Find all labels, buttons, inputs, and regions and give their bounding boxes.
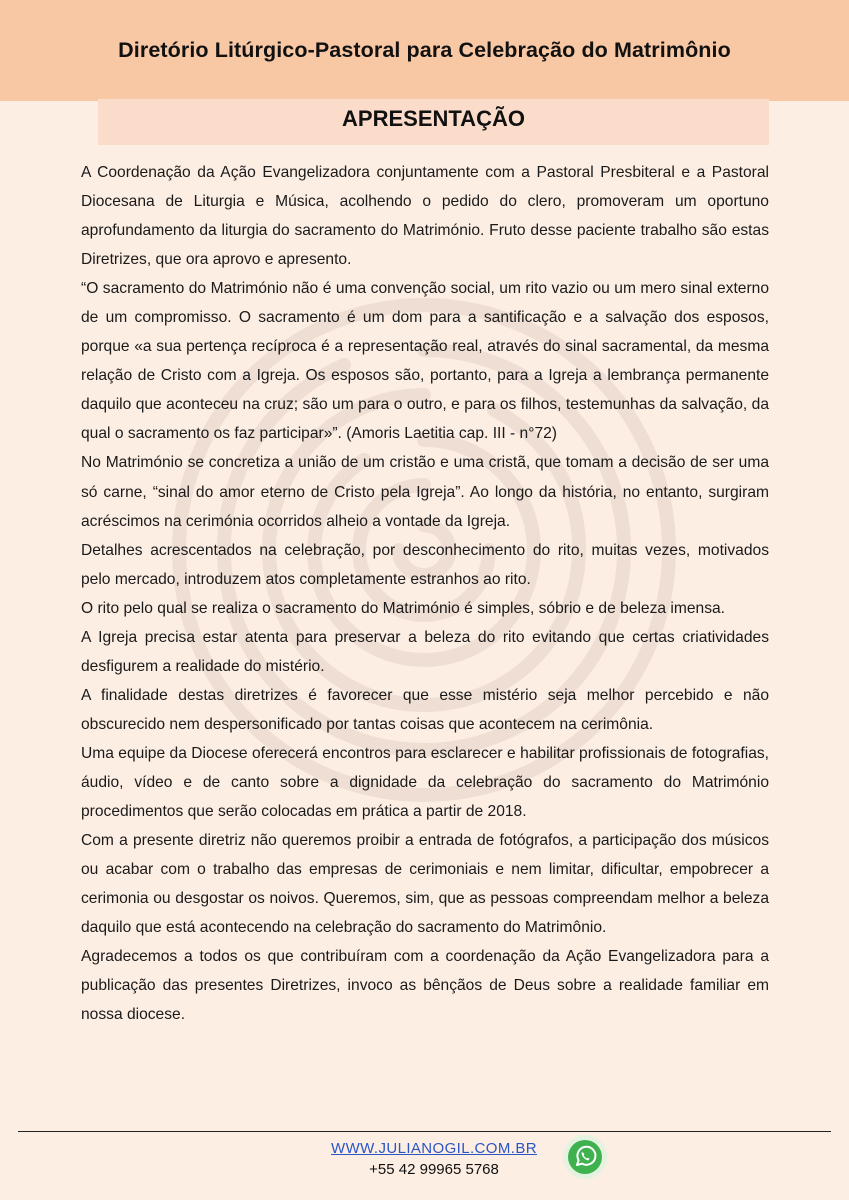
footer-website-link[interactable]: WWW.JULIANOGIL.COM.BR	[331, 1140, 537, 1157]
paragraph: O rito pelo qual se realiza o sacramento do Matrimónio é simples, sóbrio e de beleza imensa.	[81, 599, 725, 617]
paragraph: Com a presente diretriz não queremos proibir a entrada de fotógrafos, a participação dos músicos ou acabar com o trabalho das empresas de cerimoniais e nem limitar, dificultar, empobrecer a cerimonia ou desgostar os noivos. Queremos, sim, que as pessoas compreendam melhor a beleza daquilo que está acontecendo na celebração do sacramento do Matrimônio.	[81, 832, 769, 937]
footer-phone: +55 42 99965 5768	[369, 1161, 499, 1178]
paragraph: Detalhes acrescentados na celebração, por desconhecimento do rito, muitas vezes, motivados pelo mercado, introduzem atos completamente estranhos ao rito.	[81, 541, 769, 588]
body-text	[81, 158, 769, 1029]
paragraph: A Igreja precisa estar atenta para preservar a beleza do rito evitando que certas criatividades desfigurem a realidade do mistério.	[81, 628, 769, 675]
footer-divider	[18, 1131, 831, 1132]
document-header-title: Diretório Litúrgico-Pastoral para Celebração do Matrimônio	[118, 38, 731, 62]
paragraph: A Coordenação da Ação Evangelizadora conjuntamente com a Pastoral Presbiteral e a Pastoral Diocesana de Liturgia e Música, acolhendo o pedido do clero, promoveram um oportuno aprofundamento da liturgia do sacramento do Matrimónio. Fruto desse paciente trabalho são estas Diretrizes, que ora aprovo e apresento.	[81, 164, 769, 269]
paragraph: A finalidade destas diretrizes é favorecer que esse mistério seja melhor percebido e não obscurecido nem despersonificado por tantas coisas que acontecem na cerimônia.	[81, 686, 769, 733]
paragraph: Uma equipe da Diocese oferecerá encontros para esclarecer e habilitar profissionais de fotografias, áudio, vídeo e de canto sobre a dignidade da celebração do sacramento do Matrimónio procedimentos que serão colocadas em prática a partir de 2018.	[81, 744, 769, 821]
paragraph: “O sacramento do Matrimónio não é uma convenção social, um rito vazio ou um mero sinal externo de um compromisso. O sacramento é um dom para a santificação e a salvação dos esposos, porque «a sua pertença recíproca é a representação real, através do sinal sacramental, da mesma relação de Cristo com a Igreja. Os esposos são, portanto, para a Igreja a lembrança permanente daquilo que aconteceu na cruz; são um para o outro, e para os filhos, testemunhas da salvação, da qual o sacramento os faz participar»”. (Amoris Laetitia cap. III - n°72)	[81, 280, 769, 443]
paragraph: Agradecemos a todos os que contribuíram com a coordenação da Ação Evangelizadora para a publicação das presentes Diretrizes, invoco as bênçãos de Deus sobre a realidade familiar em nossa diocese.	[81, 948, 769, 1024]
section-title: APRESENTAÇÃO	[342, 106, 525, 131]
paragraph: No Matrimónio se concretiza a união de um cristão e uma cristã, que tomam a decisão de ser uma só carne, “sinal do amor eterno de Cristo pela Igreja”. Ao longo da história, no entanto, surgiram acréscimos na cerimónia ocorridos alheio a vontade da Igreja.	[81, 454, 769, 530]
whatsapp-icon[interactable]	[561, 1133, 609, 1181]
